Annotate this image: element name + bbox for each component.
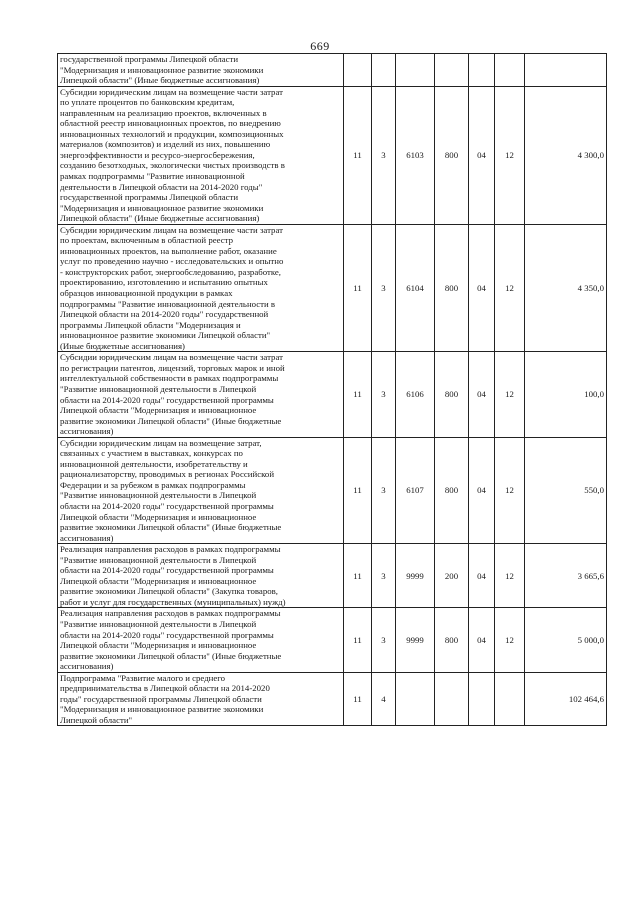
- cell-section: 04: [469, 608, 495, 672]
- cell-code-1: 11: [344, 437, 372, 543]
- table-row: [58, 54, 607, 87]
- cell-subsection: 12: [495, 608, 525, 672]
- cell-expense-type: 800: [435, 86, 469, 224]
- row-description: Субсидии юридическим лицам на возмещение части затрат по проектам, включенным в областной реестр инновационных проектов, на выполнение работ, оказание услуг по проведению научно - исследовательских и опытно - конструкторских работ, энергообследованию, разработке, проектированию, изготовлению и испытанию опытных образцов инновационной продукции в рамках подпрограммы "Развитие инновационной деятельности в Липецкой области на 2014-2020 годы" государственной программы Липецкой области "Модернизация и инновационное развитие экономики Липецкой области" (Иные бюджетные ассигнования): [58, 224, 344, 352]
- cell-target-article: 6103: [396, 86, 435, 224]
- table-row: [58, 544, 607, 608]
- cell-subsection: 12: [495, 352, 525, 437]
- cell-code-1: 11: [344, 672, 372, 726]
- cell-expense-type: 800: [435, 608, 469, 672]
- cell-code-2: 3: [372, 352, 396, 437]
- cell-subsection: 12: [495, 224, 525, 352]
- cell-code-2: 3: [372, 437, 396, 543]
- row-description: Субсидии юридическим лицам на возмещение затрат, связанных с участием в выставках, конкурсах по инновационной деятельности, изобретательству и рационализаторству, проводимых в регионах Российской Федерации и за рубежом в рамках подпрограммы "Развитие инновационной деятельности в Липецкой области на 2014-2020 годы" государственной программы Липецкой области "Модернизация и инновационное развитие экономики Липецкой области" (Иные бюджетные ассигнования): [58, 437, 344, 543]
- cell-section: 04: [469, 437, 495, 543]
- cell-expense-type: 800: [435, 437, 469, 543]
- cell-section: [469, 54, 495, 87]
- cell-expense-type: 800: [435, 224, 469, 352]
- cell-target-article: 9999: [396, 544, 435, 608]
- cell-target-article: 6107: [396, 437, 435, 543]
- cell-code-1: [344, 54, 372, 87]
- cell-section: 04: [469, 86, 495, 224]
- cell-code-1: 11: [344, 352, 372, 437]
- cell-code-1: 11: [344, 544, 372, 608]
- cell-amount: 3 665,6: [525, 544, 607, 608]
- cell-amount: 5 000,0: [525, 608, 607, 672]
- cell-amount: [525, 54, 607, 87]
- cell-target-article: 6104: [396, 224, 435, 352]
- cell-section: 04: [469, 352, 495, 437]
- row-description: Реализация направления расходов в рамках подпрограммы "Развитие инновационной деятельности в Липецкой области на 2014-2020 годы" государственной программы Липецкой области "Модернизация и инновационное развитие экономики Липецкой области" (Иные бюджетные ассигнования): [58, 608, 344, 672]
- cell-target-article: [396, 54, 435, 87]
- table-row: [58, 437, 607, 543]
- cell-subsection: [495, 672, 525, 726]
- cell-amount: 102 464,6: [525, 672, 607, 726]
- cell-expense-type: 800: [435, 352, 469, 437]
- cell-amount: 4 300,0: [525, 86, 607, 224]
- cell-expense-type: 200: [435, 544, 469, 608]
- cell-section: [469, 672, 495, 726]
- cell-expense-type: [435, 54, 469, 87]
- page-number: 669: [310, 39, 330, 53]
- cell-subsection: 12: [495, 86, 525, 224]
- cell-code-2: 3: [372, 608, 396, 672]
- cell-amount: 4 350,0: [525, 224, 607, 352]
- row-description: Реализация направления расходов в рамках подпрограммы "Развитие инновационной деятельности в Липецкой области на 2014-2020 годы" государственной программы Липецкой области "Модернизация и инновационное развитие экономики Липецкой области" (Закупка товаров, работ и услуг для государственных (муниципальных) нужд): [58, 544, 344, 608]
- cell-code-1: 11: [344, 608, 372, 672]
- budget-table: [57, 53, 607, 726]
- row-description: Субсидии юридическим лицам на возмещение части затрат по регистрации патентов, лицензий, торговых марок и иной интеллектуальной собственности в рамках подпрограммы "Развитие инновационной деятельности в Липецкой области на 2014-2020 годы" государственной программы Липецкой области "Модернизация и инновационное развитие экономики Липецкой области" (Иные бюджетные ассигнования): [58, 352, 344, 437]
- cell-code-2: 3: [372, 86, 396, 224]
- cell-amount: 550,0: [525, 437, 607, 543]
- cell-target-article: [396, 672, 435, 726]
- row-description: Субсидии юридическим лицам на возмещение части затрат по уплате процентов по банковским кредитам, направленным на реализацию проектов, включенных в областной реестр инновационных проектов, по внедрению инновационных технологий и продукции, композиционных материалов (композитов) и изделий из них, повышению энергоэффективности и ресурсо-энергосбережения, созданию безотходных, экологически чистых производств в рамках подпрограммы "Развитие инновационной деятельности в Липецкой области на 2014-2020 годы" государственной программы Липецкой области "Модернизация и инновационное развитие экономики Липецкой области" (Иные бюджетные ассигнования): [58, 86, 344, 224]
- table-row: [58, 86, 607, 224]
- cell-code-1: 11: [344, 224, 372, 352]
- table-row: [58, 224, 607, 352]
- cell-expense-type: [435, 672, 469, 726]
- cell-target-article: 9999: [396, 608, 435, 672]
- table-row: [58, 608, 607, 672]
- cell-section: 04: [469, 224, 495, 352]
- cell-subsection: [495, 54, 525, 87]
- cell-subsection: 12: [495, 544, 525, 608]
- cell-code-2: 4: [372, 672, 396, 726]
- table-row: [58, 352, 607, 437]
- cell-code-2: 3: [372, 544, 396, 608]
- cell-amount: 100,0: [525, 352, 607, 437]
- cell-target-article: 6106: [396, 352, 435, 437]
- cell-code-2: 3: [372, 224, 396, 352]
- table-row: [58, 672, 607, 726]
- cell-code-1: 11: [344, 86, 372, 224]
- cell-section: 04: [469, 544, 495, 608]
- row-description: государственной программы Липецкой области "Модернизация и инновационное развитие экономики Липецкой области" (Иные бюджетные ассигнования): [58, 54, 344, 87]
- cell-subsection: 12: [495, 437, 525, 543]
- row-description: Подпрограмма "Развитие малого и среднего предпринимательства в Липецкой области на 2014-2020 годы" государственной программы Липецкой области "Модернизация и инновационное развитие экономики Липецкой области": [58, 672, 344, 726]
- cell-code-2: [372, 54, 396, 87]
